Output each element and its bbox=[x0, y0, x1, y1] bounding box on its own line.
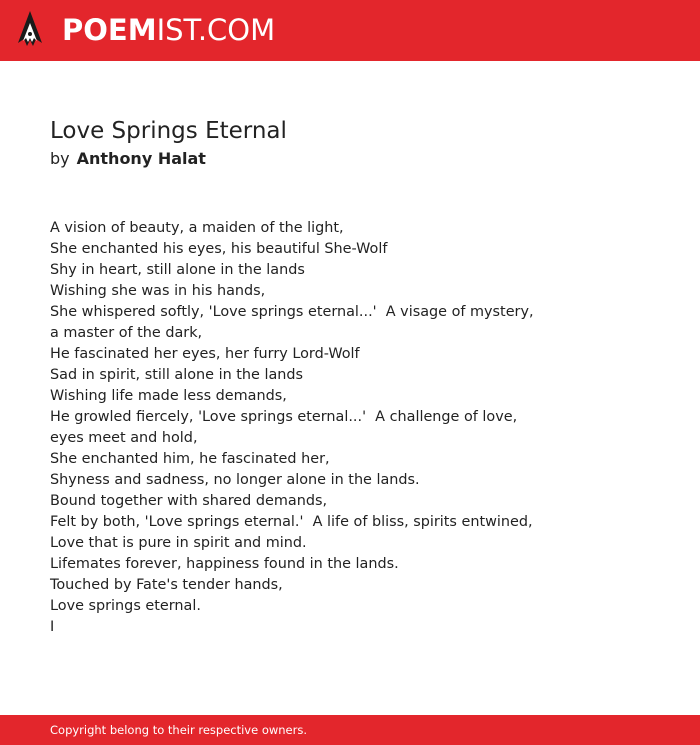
site-header bbox=[0, 0, 700, 61]
byline bbox=[50, 149, 206, 169]
poem-line: Shy in heart, still alone in the lands bbox=[50, 262, 305, 278]
poem-line: Shyness and sadness, no longer alone in the lands. bbox=[50, 472, 420, 488]
poem-line: Love springs eternal. bbox=[50, 598, 201, 614]
site-footer bbox=[0, 715, 700, 745]
poem-line: Wishing life made less demands, bbox=[50, 388, 287, 404]
pen-nib-icon[interactable] bbox=[17, 10, 43, 50]
author-name[interactable]: Anthony Halat bbox=[76, 149, 206, 168]
poem-line: She whispered softly, 'Love springs eternal...' A visage of mystery, a master of the dark, bbox=[50, 304, 539, 341]
poem-body bbox=[50, 218, 540, 638]
poem-line: Bound together with shared demands, bbox=[50, 493, 328, 509]
poem-line: Lifemates forever, happiness found in the lands. bbox=[50, 556, 399, 572]
poem-line: Sad in spirit, still alone in the lands bbox=[50, 367, 304, 383]
poem-title: Love Springs Eternal bbox=[50, 118, 287, 144]
poem-line: He growled fiercely, 'Love springs eternal...' A challenge of love, eyes meet and hold, bbox=[50, 409, 522, 446]
poem-line: Wishing she was in his hands, bbox=[50, 283, 266, 299]
site-logo[interactable] bbox=[62, 13, 275, 47]
brand-light-text: IST.COM bbox=[156, 13, 276, 47]
poem-line: She enchanted his eyes, his beautiful She-Wolf bbox=[50, 241, 388, 257]
poem-line: He fascinated her eyes, her furry Lord-Wolf bbox=[50, 346, 360, 362]
by-label: by bbox=[50, 149, 70, 168]
poem-line: She enchanted him, he fascinated her, bbox=[50, 451, 330, 467]
poem-line: Felt by both, 'Love springs eternal.' A life of bliss, spirits entwined, bbox=[50, 514, 533, 530]
poem-line: A vision of beauty, a maiden of the light, bbox=[50, 220, 344, 236]
poem-line: Love that is pure in spirit and mind. bbox=[50, 535, 307, 551]
copyright-text: Copyright belong to their respective owners. bbox=[50, 723, 308, 737]
poem-line: Touched by Fate's tender hands, bbox=[50, 577, 283, 593]
brand-bold-text: POEM bbox=[62, 13, 157, 47]
poem-line: I bbox=[50, 619, 55, 635]
